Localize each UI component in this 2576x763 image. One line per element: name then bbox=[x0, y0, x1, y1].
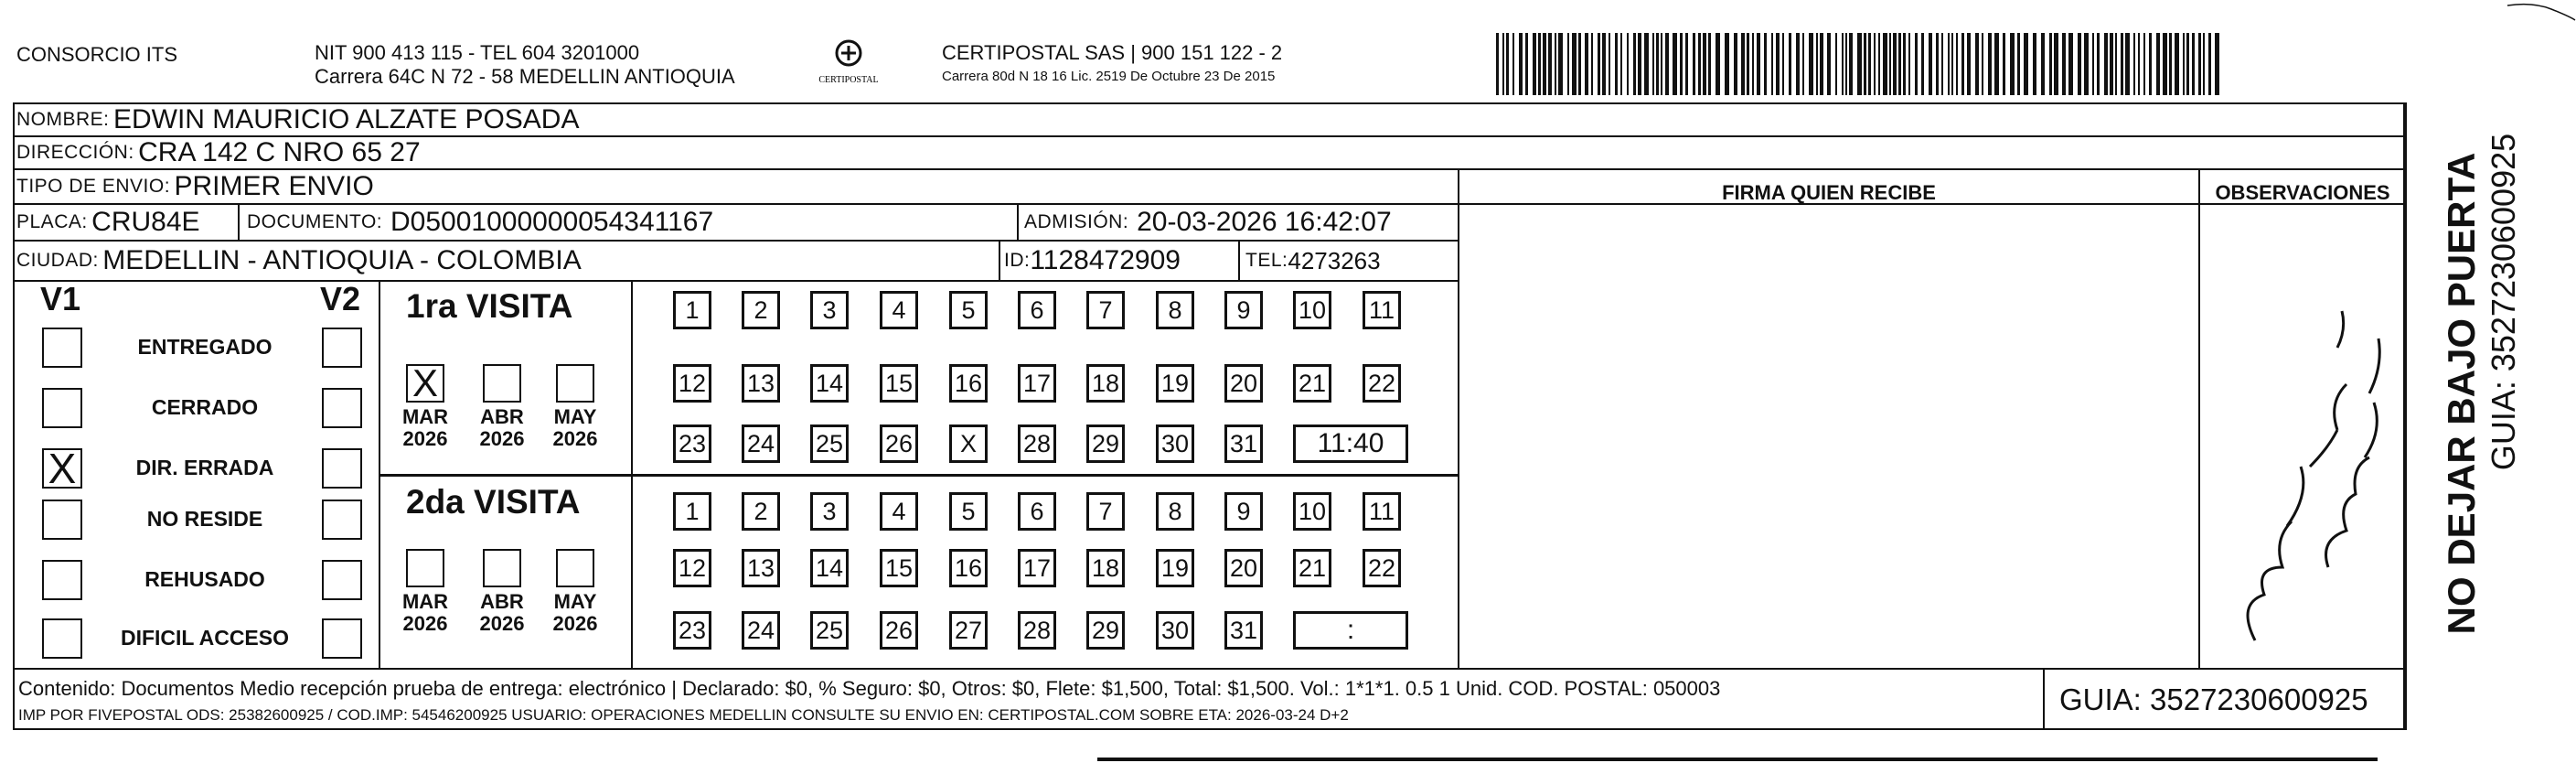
barcode bbox=[1496, 33, 2224, 95]
first-visit-month-label: ABR 2026 bbox=[479, 405, 525, 450]
check-mark-icon: X bbox=[412, 361, 438, 404]
v1-checkbox[interactable] bbox=[42, 388, 82, 428]
company-name: CONSORCIO ITS bbox=[16, 43, 178, 66]
second-visit-month-checkbox[interactable] bbox=[556, 549, 594, 587]
handwritten-signature bbox=[2200, 293, 2405, 659]
second-visit-month-checkbox[interactable] bbox=[483, 549, 521, 587]
nombre-value: EDWIN MAURICIO ALZATE POSADA bbox=[112, 104, 580, 134]
divider bbox=[2405, 102, 2407, 730]
first-visit-month-checkbox[interactable] bbox=[406, 361, 444, 404]
tipo-row bbox=[16, 170, 374, 203]
first-visit-day-box[interactable]: 7 bbox=[1086, 291, 1125, 329]
divider bbox=[999, 240, 1000, 280]
second-visit-day-box[interactable]: 27 bbox=[949, 611, 988, 650]
footer-guia: GUIA: 3527230600925 bbox=[2059, 682, 2368, 716]
divider bbox=[379, 280, 380, 668]
second-visit-day-box[interactable]: 7 bbox=[1086, 492, 1125, 531]
id-label: ID: bbox=[1004, 250, 1031, 271]
divider bbox=[631, 280, 633, 668]
first-visit-day-box[interactable]: 1 bbox=[673, 291, 711, 329]
first-visit-day-box[interactable]: 9 bbox=[1224, 291, 1263, 329]
v1-title: V1 bbox=[40, 280, 81, 317]
tel-value: 4273263 bbox=[1288, 246, 1381, 274]
second-visit-day-box[interactable]: 11 bbox=[1363, 492, 1401, 531]
second-visit-day-box[interactable]: 16 bbox=[949, 549, 988, 587]
first-visit-month-checkbox[interactable] bbox=[556, 364, 594, 403]
nombre-row bbox=[16, 104, 580, 135]
first-visit-day-box[interactable]: 25 bbox=[810, 424, 849, 463]
first-visit-day-box[interactable]: 26 bbox=[880, 424, 918, 463]
second-visit-day-box[interactable]: 29 bbox=[1086, 611, 1125, 650]
v2-checkbox[interactable] bbox=[322, 328, 362, 368]
second-visit-day-box[interactable]: 17 bbox=[1018, 549, 1056, 587]
placa-label: PLACA: bbox=[16, 211, 88, 232]
v2-checkbox[interactable] bbox=[322, 448, 362, 489]
first-visit-day-box[interactable]: 17 bbox=[1018, 364, 1056, 403]
first-visit-day-box[interactable]: 19 bbox=[1156, 364, 1194, 403]
first-visit-day-box[interactable]: 15 bbox=[880, 364, 918, 403]
footer-line-1: Contenido: Documentos Medio recepción prueba de entrega: electrónico | Declarado: $0, % Seguro: $0, Otros: $0, Flete: $1,500, Total: $1,500. Vol.: 1*1*1. 0.5 1 Unid. COD. POSTAL: 050003 bbox=[18, 677, 1721, 700]
id-row bbox=[1004, 242, 1233, 280]
side-title: NO DEJAR BAJO PUERTA bbox=[2440, 152, 2483, 635]
second-visit-day-box[interactable]: 24 bbox=[742, 611, 780, 650]
certipostal-logo bbox=[808, 37, 889, 91]
documento-row bbox=[247, 205, 1006, 240]
carrier-address: Carrera 80d N 18 16 Lic. 2519 De Octubre 23 De 2015 bbox=[942, 69, 1276, 84]
admision-label: ADMISIÓN: bbox=[1024, 211, 1129, 232]
first-visit-month-label: MAR 2026 bbox=[401, 405, 449, 450]
footer-line-2: IMP POR FIVEPOSTAL ODS: 25382600925 / COD.IMP: 54546200925 USUARIO: OPERACIONES MEDELLIN CONSULTE SU ENVIO EN: CERTIPOSTAL.COM SOBRE ETA: 2026-03-24 D+2 bbox=[18, 706, 1349, 724]
first-visit-day-box[interactable]: 4 bbox=[880, 291, 918, 329]
first-visit-day-box[interactable]: 3 bbox=[810, 291, 849, 329]
ciudad-label: CIUDAD: bbox=[16, 250, 99, 271]
direccion-label: DIRECCIÓN: bbox=[16, 142, 134, 163]
status-label: NO RESIDE bbox=[146, 507, 263, 531]
observaciones-header: OBSERVACIONES bbox=[2215, 181, 2390, 204]
ciudad-row bbox=[16, 242, 995, 280]
first-visit-time-box[interactable]: 11:40 bbox=[1293, 424, 1408, 463]
first-visit-month-label: MAY 2026 bbox=[552, 405, 598, 450]
v1-checkbox[interactable] bbox=[42, 618, 82, 659]
corner-decoration bbox=[2506, 0, 2576, 24]
placa-value: CRU84E bbox=[91, 207, 200, 237]
second-visit-day-box[interactable]: 31 bbox=[1224, 611, 1263, 650]
first-visit-month-checkbox[interactable] bbox=[483, 364, 521, 403]
second-visit-day-box[interactable]: 12 bbox=[673, 549, 711, 587]
first-visit-day-box[interactable]: 13 bbox=[742, 364, 780, 403]
second-visit-day-box[interactable]: 5 bbox=[949, 492, 988, 531]
nombre-label: NOMBRE: bbox=[16, 109, 110, 130]
second-visit-month-checkbox[interactable] bbox=[406, 549, 444, 587]
status-label: ENTREGADO bbox=[137, 335, 273, 359]
first-visit-day-box[interactable]: 28 bbox=[1018, 424, 1056, 463]
placa-row bbox=[16, 205, 236, 240]
side-guia: GUIA: 3527230600925 bbox=[2485, 133, 2522, 471]
second-visit-day-box[interactable]: 30 bbox=[1156, 611, 1194, 650]
first-visit-day-box[interactable]: 8 bbox=[1156, 291, 1194, 329]
tel-row bbox=[1245, 242, 1452, 280]
admision-value: 20-03-2026 16:42:07 bbox=[1137, 207, 1392, 237]
divider bbox=[379, 474, 1458, 477]
status-label: REHUSADO bbox=[144, 567, 265, 591]
divider bbox=[1458, 168, 1459, 668]
second-visit-day-box[interactable]: 23 bbox=[673, 611, 711, 650]
second-visit-day-box[interactable]: 19 bbox=[1156, 549, 1194, 587]
admision-row bbox=[1024, 205, 1454, 240]
second-visit-day-box[interactable]: 15 bbox=[880, 549, 918, 587]
second-visit-time-box[interactable]: : bbox=[1293, 611, 1408, 650]
first-visit-day-box[interactable]: 16 bbox=[949, 364, 988, 403]
second-visit-day-box[interactable]: 21 bbox=[1293, 549, 1331, 587]
first-visit-day-box[interactable]: 31 bbox=[1224, 424, 1263, 463]
divider bbox=[2043, 668, 2045, 730]
second-visit-day-box[interactable]: 9 bbox=[1224, 492, 1263, 531]
tel-label: TEL: bbox=[1245, 250, 1288, 271]
documento-value: D05001000000054341167 bbox=[390, 207, 714, 237]
first-visit-day-box[interactable]: 20 bbox=[1224, 364, 1263, 403]
second-visit-day-box[interactable]: 3 bbox=[810, 492, 849, 531]
second-visit-day-box[interactable]: 10 bbox=[1293, 492, 1331, 531]
tipo-label: TIPO DE ENVIO: bbox=[16, 176, 171, 197]
divider bbox=[13, 280, 1458, 282]
logo-text: CERTIPOSTAL bbox=[818, 75, 879, 85]
direccion-row bbox=[16, 137, 421, 168]
firma-header: FIRMA QUIEN RECIBE bbox=[1722, 181, 1936, 204]
second-visit-day-box[interactable]: 1 bbox=[673, 492, 711, 531]
ciudad-value: MEDELLIN - ANTIOQUIA - COLOMBIA bbox=[102, 245, 582, 275]
first-visit-day-box[interactable]: 12 bbox=[673, 364, 711, 403]
v2-checkbox[interactable] bbox=[322, 500, 362, 540]
second-visit-day-box[interactable]: 14 bbox=[810, 549, 849, 587]
direccion-value: CRA 142 C NRO 65 27 bbox=[138, 137, 421, 167]
divider bbox=[238, 203, 240, 240]
first-visit-day-box[interactable]: 21 bbox=[1293, 364, 1331, 403]
second-visit-month-label: ABR 2026 bbox=[479, 590, 525, 635]
first-visit-day-box[interactable]: 2 bbox=[742, 291, 780, 329]
second-visit-day-box[interactable]: 26 bbox=[880, 611, 918, 650]
v2-checkbox[interactable] bbox=[322, 388, 362, 428]
status-label: DIFICIL ACCESO bbox=[120, 626, 289, 650]
status-label: CERRADO bbox=[151, 395, 259, 419]
second-visit-day-box[interactable]: 18 bbox=[1086, 549, 1125, 587]
second-visit-day-box[interactable]: 8 bbox=[1156, 492, 1194, 531]
second-visit-day-box[interactable]: 28 bbox=[1018, 611, 1056, 650]
first-visit-day-box[interactable]: X bbox=[949, 424, 988, 463]
divider bbox=[13, 668, 2405, 670]
second-visit-day-box[interactable]: 6 bbox=[1018, 492, 1056, 531]
divider bbox=[1017, 203, 1019, 240]
first-visit-day-box[interactable]: 24 bbox=[742, 424, 780, 463]
divider bbox=[1238, 240, 1240, 280]
documento-label: DOCUMENTO: bbox=[247, 211, 383, 232]
second-visit-month-label: MAY 2026 bbox=[552, 590, 598, 635]
v2-checkbox[interactable] bbox=[322, 618, 362, 659]
second-visit-day-box[interactable]: 13 bbox=[742, 549, 780, 587]
first-visit-day-box[interactable]: 30 bbox=[1156, 424, 1194, 463]
v1-checkbox[interactable] bbox=[42, 560, 82, 600]
first-visit-day-box[interactable]: 14 bbox=[810, 364, 849, 403]
v2-checkbox[interactable] bbox=[322, 560, 362, 600]
status-label: DIR. ERRADA bbox=[135, 456, 274, 479]
v1-checkbox[interactable] bbox=[42, 328, 82, 368]
second-visit-day-box[interactable]: 2 bbox=[742, 492, 780, 531]
first-visit-day-box[interactable]: 6 bbox=[1018, 291, 1056, 329]
id-value: 1128472909 bbox=[1030, 245, 1181, 275]
address-line: Carrera 64C N 72 - 58 MEDELLIN ANTIOQUIA bbox=[315, 65, 735, 88]
first-visit-day-box[interactable]: 5 bbox=[949, 291, 988, 329]
second-visit-day-box[interactable]: 20 bbox=[1224, 549, 1263, 587]
carrier-line: CERTIPOSTAL SAS | 900 151 122 - 2 bbox=[942, 41, 1283, 64]
second-visit-day-box[interactable]: 25 bbox=[810, 611, 849, 650]
v2-title: V2 bbox=[320, 280, 361, 317]
second-visit-day-box[interactable]: 22 bbox=[1363, 549, 1401, 587]
tipo-value: PRIMER ENVIO bbox=[174, 171, 374, 201]
nit-line: NIT 900 413 115 - TEL 604 3201000 bbox=[315, 41, 640, 64]
first-visit-day-box[interactable]: 10 bbox=[1293, 291, 1331, 329]
first-visit-title: 1ra VISITA bbox=[406, 287, 573, 325]
v1-checkbox[interactable] bbox=[42, 500, 82, 540]
second-visit-month-label: MAR 2026 bbox=[401, 590, 449, 635]
first-visit-day-box[interactable]: 29 bbox=[1086, 424, 1125, 463]
first-visit-day-box[interactable]: 11 bbox=[1363, 291, 1401, 329]
bottom-edge-line bbox=[1097, 758, 2378, 761]
second-visit-title: 2da VISITA bbox=[406, 483, 581, 521]
first-visit-day-box[interactable]: 18 bbox=[1086, 364, 1125, 403]
first-visit-day-box[interactable]: 22 bbox=[1363, 364, 1401, 403]
v1-checkbox[interactable] bbox=[42, 445, 82, 492]
check-mark-icon: X bbox=[48, 445, 77, 492]
second-visit-day-box[interactable]: 4 bbox=[880, 492, 918, 531]
first-visit-day-box[interactable]: 23 bbox=[673, 424, 711, 463]
